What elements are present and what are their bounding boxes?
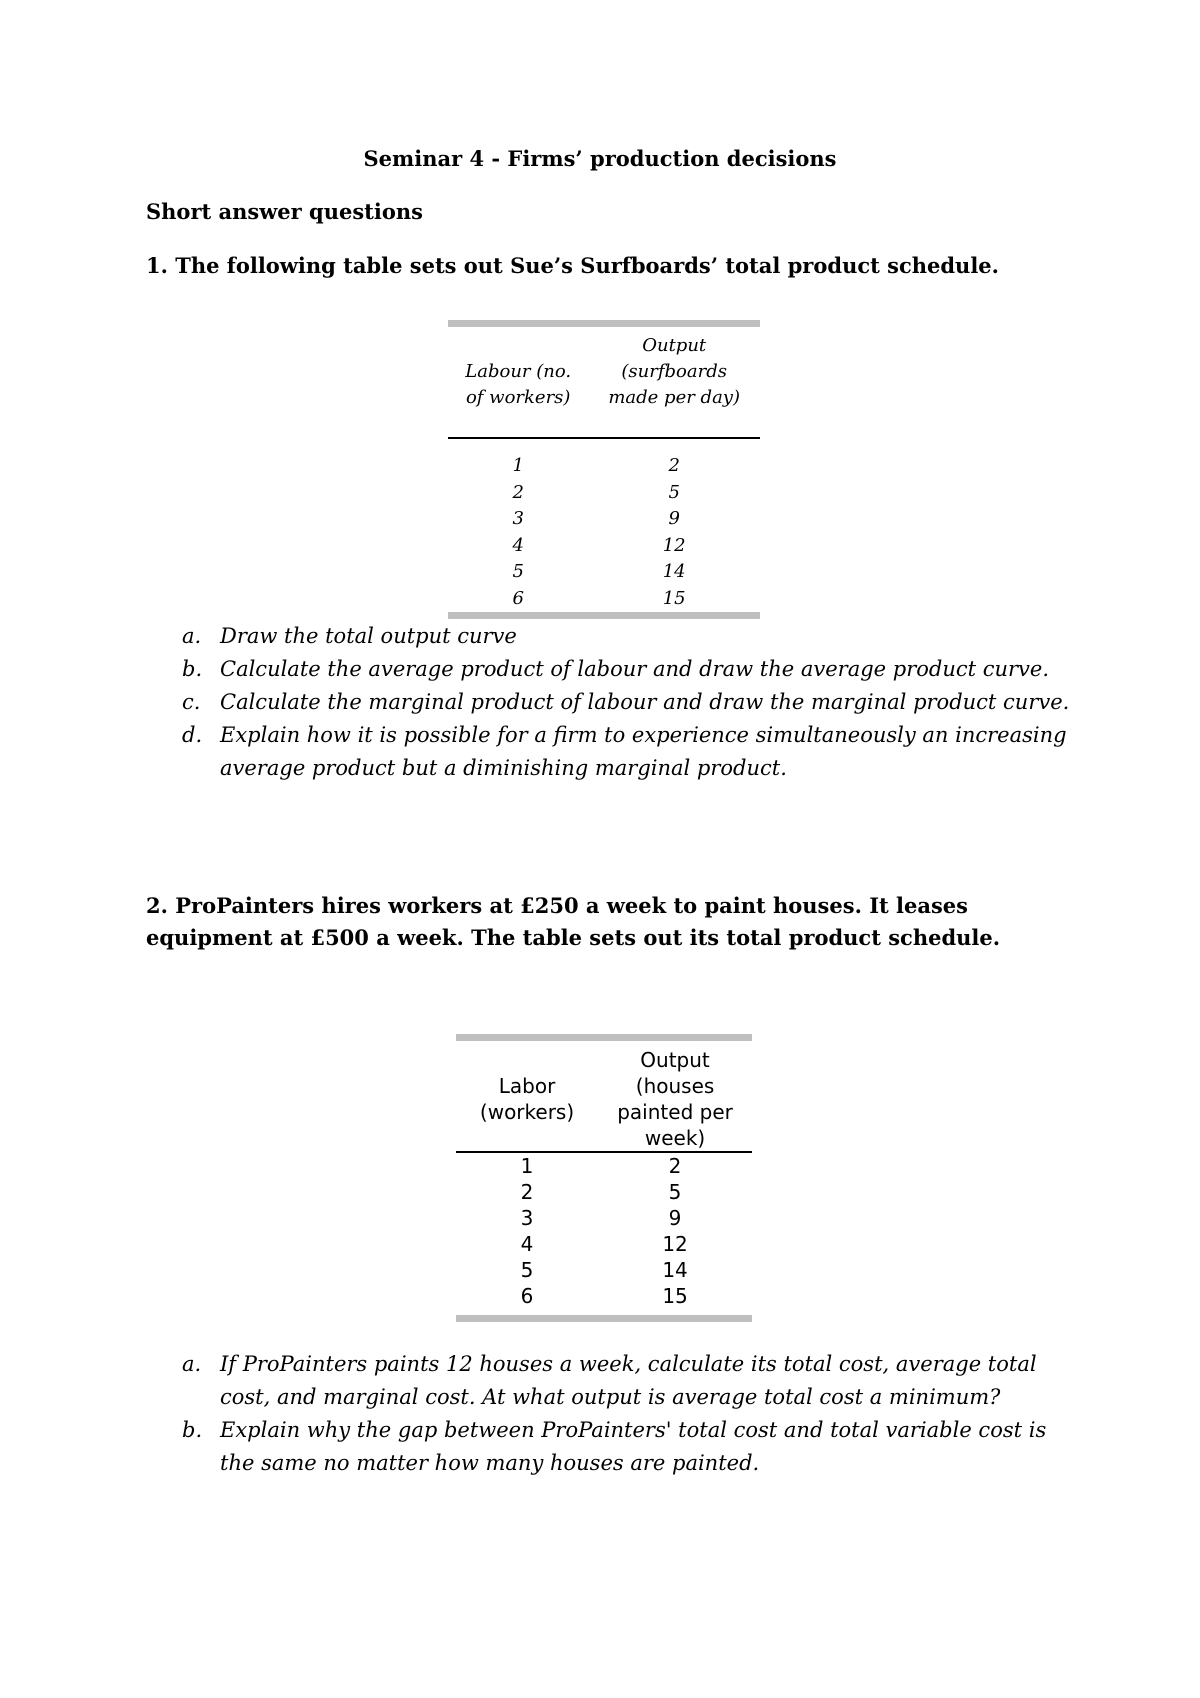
- table-cell: 2: [512, 481, 524, 503]
- table-cell: 3: [512, 508, 524, 529]
- table-cell: 1: [512, 455, 524, 476]
- question-2-subquestions: [182, 1348, 1082, 1480]
- table-cell: 5: [668, 1180, 682, 1204]
- table-cell: 5: [520, 1258, 534, 1282]
- table-header-labor: Labor (workers): [456, 1041, 598, 1152]
- table-cell: 2: [668, 455, 680, 476]
- table-row: [448, 559, 760, 586]
- section-heading: Short answer questions: [146, 199, 423, 224]
- table-cell: 1: [520, 1154, 534, 1178]
- sub-text: Calculate the marginal product of labour and draw the marginal product curve.: [220, 690, 1070, 714]
- table-row: [456, 1257, 752, 1283]
- sub-letter: c.: [182, 690, 201, 714]
- table-row: [448, 438, 760, 480]
- list-item: [182, 620, 1082, 653]
- table-cell: 6: [512, 587, 524, 609]
- list-item: [182, 1414, 1082, 1480]
- sub-text: If ProPainters paints 12 houses a week, calculate its total cost, average total cost, and marginal cost. At what output is average total cost a minimum?: [220, 1352, 1037, 1409]
- table-cell: 6: [520, 1284, 534, 1308]
- page-title: Seminar 4 - Firms’ production decisions: [363, 146, 837, 171]
- list-item: [182, 1348, 1082, 1414]
- table-cell: 3: [520, 1206, 534, 1230]
- table-cell: 9: [668, 1206, 682, 1230]
- list-item: [182, 686, 1082, 719]
- sub-text: Calculate the average product of labour and draw the average product curve.: [220, 657, 1050, 681]
- sub-letter: a.: [182, 624, 202, 648]
- question-1: 1. The following table sets out Sue’s Surfboards’ total product schedule.: [146, 253, 999, 278]
- table-cell: 2: [520, 1180, 534, 1204]
- table-header-labour: Labour (no. of workers): [448, 327, 588, 438]
- question-2: 2. ProPainters hires workers at £250 a week to paint houses. It leases equipment at £500 a week. The table sets out its total product schedule.: [146, 893, 1001, 950]
- surfboards-table: [448, 320, 760, 619]
- question-1-subquestions: [182, 620, 1082, 785]
- table-cell: 14: [662, 561, 686, 582]
- table-cell: 5: [668, 481, 680, 503]
- list-item: [182, 719, 1082, 785]
- table-cell: 12: [662, 534, 686, 556]
- sub-letter: b.: [182, 657, 203, 681]
- table-header-output: Output (houses painted per week): [598, 1041, 752, 1152]
- table-row: [448, 533, 760, 560]
- list-item: [182, 653, 1082, 686]
- table-row: [456, 1205, 752, 1231]
- sub-letter: d.: [182, 723, 203, 747]
- table-row: [448, 506, 760, 533]
- sub-text: Explain how it is possible for a firm to experience simultaneously an increasing average product but a diminishing marginal product.: [220, 723, 1067, 780]
- table-header-output: Output (surfboards made per day): [588, 327, 760, 438]
- sub-letter: a.: [182, 1352, 202, 1376]
- table-cell: 9: [668, 508, 680, 529]
- table-row: [456, 1283, 752, 1319]
- table-row: [456, 1231, 752, 1257]
- sub-letter: b.: [182, 1418, 203, 1442]
- table-cell: 4: [520, 1232, 534, 1256]
- table-cell: 2: [668, 1154, 682, 1178]
- table-cell: 4: [512, 534, 524, 556]
- table-row: [456, 1152, 752, 1179]
- table-row: [448, 586, 760, 616]
- table-cell: 15: [662, 587, 686, 609]
- table-cell: 5: [512, 561, 524, 582]
- sub-text: Draw the total output curve: [220, 624, 517, 648]
- table-cell: 15: [662, 1284, 688, 1308]
- table-cell: 12: [662, 1232, 688, 1256]
- sub-text: Explain why the gap between ProPainters' total cost and total variable cost is the same no matter how many houses are painted.: [220, 1418, 1047, 1475]
- table-row: [456, 1179, 752, 1205]
- table-cell: 14: [662, 1258, 688, 1282]
- table-row: [448, 480, 760, 507]
- propainters-table: [456, 1034, 752, 1322]
